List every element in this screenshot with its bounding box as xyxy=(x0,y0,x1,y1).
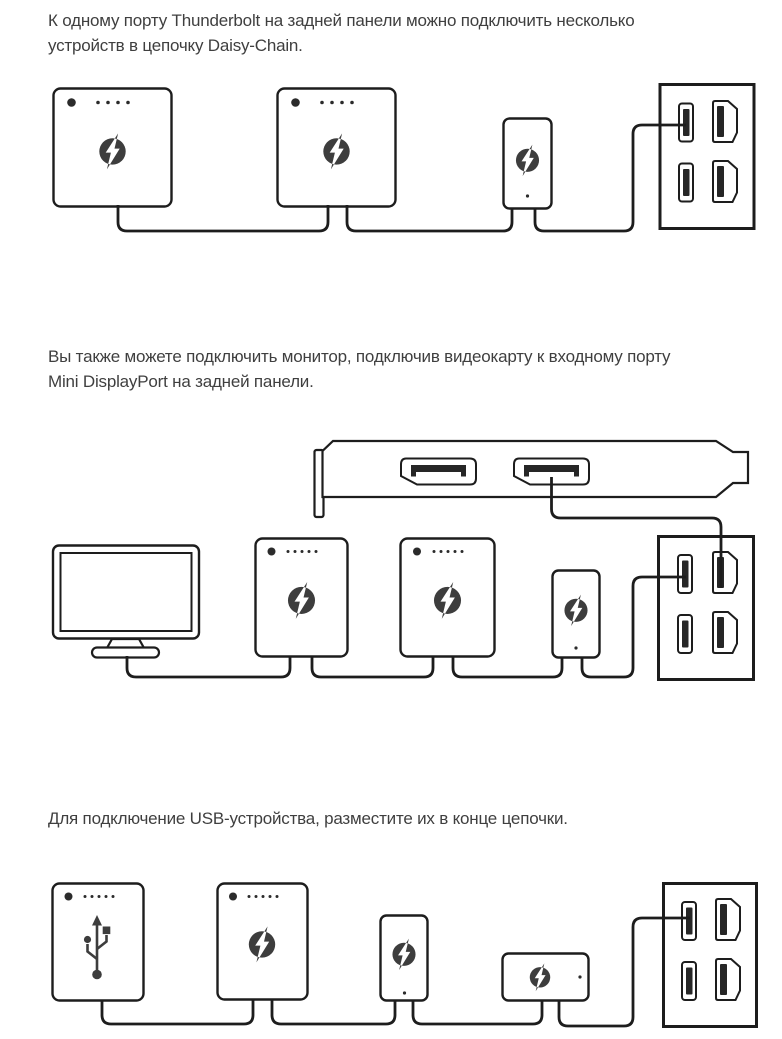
mini-displayport-port-icon xyxy=(678,555,692,593)
daisy-chain-diagram xyxy=(0,75,782,245)
graphics-card xyxy=(315,441,749,517)
thunderbolt-port-icon xyxy=(713,161,737,202)
cable xyxy=(118,205,328,231)
monitor-diagram xyxy=(0,425,782,695)
cable xyxy=(347,205,512,231)
paragraph-daisy-chain xyxy=(48,8,635,58)
paragraph-monitor xyxy=(48,344,670,394)
thunderbolt-port-icon xyxy=(713,612,737,653)
power-led-icon xyxy=(67,98,76,107)
mini-displayport-port-icon xyxy=(682,902,696,940)
thunderbolt-device-2 xyxy=(278,89,396,207)
cable xyxy=(312,656,433,677)
paragraph-usb xyxy=(48,806,568,831)
paragraph-daisy-chain-line2: устройств в цепочку Daisy-Chain. xyxy=(48,36,303,55)
paragraph-monitor-line1: Вы также можете подключить монитор, подключив видеокарту к входному порту xyxy=(48,347,671,366)
monitor xyxy=(53,546,199,658)
thunderbolt-port-icon xyxy=(716,899,740,940)
thunderbolt-device-1 xyxy=(256,539,348,657)
thunderbolt-device-3-horizontal xyxy=(503,954,589,1001)
cable xyxy=(272,999,395,1024)
power-led-icon xyxy=(291,98,300,107)
paragraph-daisy-chain-line1: К одному порту Thunderbolt на задней панели можно подключить несколько xyxy=(48,11,635,30)
power-led-icon xyxy=(268,548,276,556)
mini-displayport-port-icon xyxy=(678,615,692,653)
monitor-base xyxy=(92,648,159,658)
displayport-connector-icon xyxy=(401,459,476,485)
power-led-icon xyxy=(229,893,237,901)
cable xyxy=(453,656,562,677)
rear-panel xyxy=(664,884,757,1027)
usb-diagram xyxy=(0,870,782,1039)
thunderbolt-device-2-small xyxy=(381,916,428,1001)
cable xyxy=(413,1000,542,1024)
thunderbolt-port-icon xyxy=(713,552,737,593)
mini-displayport-port-icon xyxy=(679,104,693,142)
thunderbolt-device-3-small xyxy=(553,571,600,658)
rear-panel xyxy=(659,537,754,680)
cable xyxy=(102,999,253,1024)
mini-displayport-port-icon xyxy=(682,962,696,1000)
power-led-icon xyxy=(65,893,73,901)
power-led-icon xyxy=(413,548,421,556)
mini-displayport-port-icon xyxy=(679,164,693,202)
paragraph-monitor-line2: Mini DisplayPort на задней панели. xyxy=(48,372,314,391)
rear-panel xyxy=(660,85,754,229)
thunderbolt-device-3-small xyxy=(504,119,552,209)
thunderbolt-device-1 xyxy=(218,884,308,1000)
usb-device xyxy=(53,884,144,1001)
thunderbolt-device-2 xyxy=(401,539,495,657)
cable xyxy=(127,656,290,677)
thunderbolt-device-1 xyxy=(54,89,172,207)
thunderbolt-port-icon xyxy=(713,101,737,142)
thunderbolt-port-icon xyxy=(716,959,740,1000)
paragraph-usb-line1: Для подключение USB-устройства, разместите их в конце цепочки. xyxy=(48,809,568,828)
